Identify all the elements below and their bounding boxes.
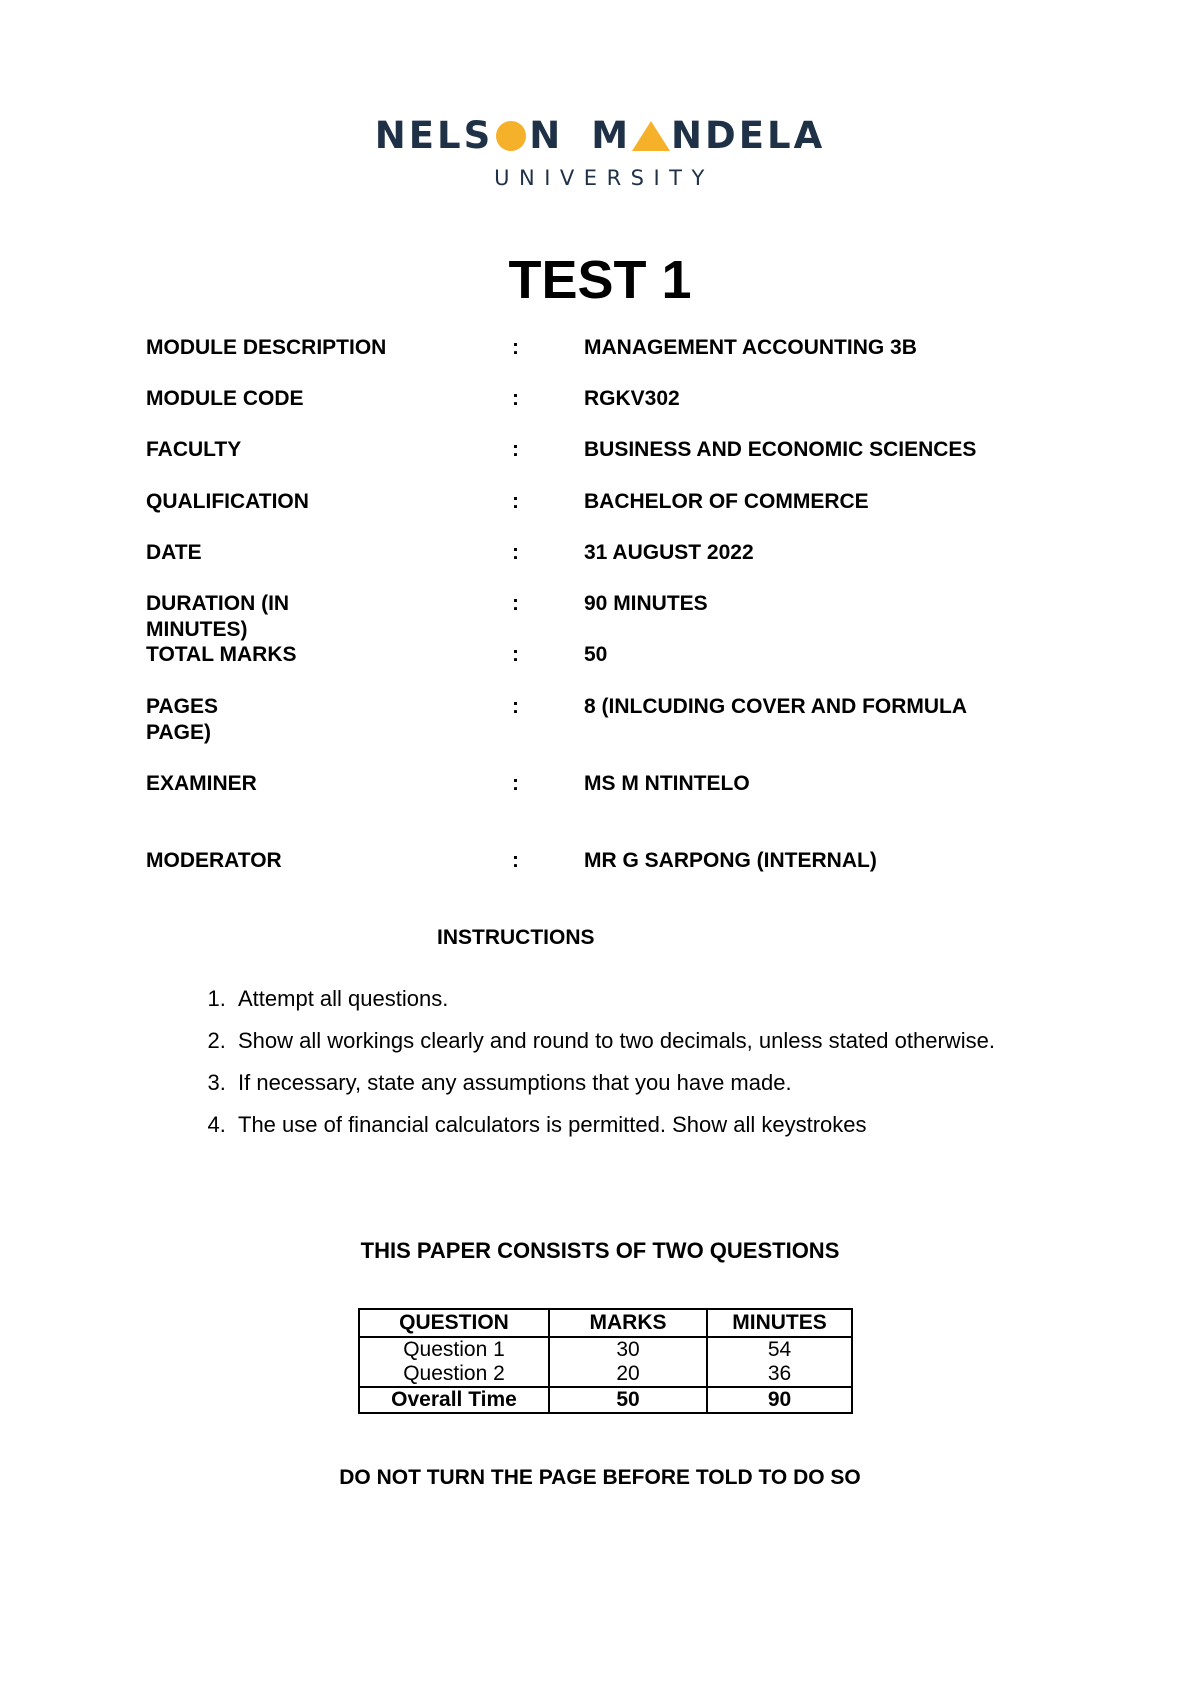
- logo-text-m: M: [591, 114, 632, 157]
- table-cell: Overall Time: [359, 1387, 549, 1413]
- detail-label: [146, 694, 396, 746]
- logo-wordmark: [375, 112, 825, 160]
- detail-value: MS M NTINTELO: [584, 772, 750, 795]
- detail-label: QUALIFICATION: [146, 490, 309, 513]
- column-header: MINUTES: [707, 1309, 852, 1337]
- do-not-turn-notice: DO NOT TURN THE PAGE BEFORE TOLD TO DO SO: [339, 1466, 861, 1489]
- detail-colon: :: [512, 336, 519, 359]
- logo-text-ndela: NDELA: [671, 114, 826, 157]
- detail-label: TOTAL MARKS: [146, 643, 297, 666]
- detail-colon: :: [512, 541, 519, 564]
- detail-label: MODERATOR: [146, 849, 282, 872]
- detail-colon: :: [512, 695, 519, 718]
- column-header: MARKS: [549, 1309, 707, 1337]
- list-item: 1. Attempt all questions.: [232, 978, 1032, 1020]
- instructions-heading: INSTRUCTIONS: [437, 926, 595, 949]
- detail-value: MR G SARPONG (INTERNAL): [584, 849, 877, 872]
- detail-colon: :: [512, 490, 519, 513]
- questions-heading: THIS PAPER CONSISTS OF TWO QUESTIONS: [360, 1238, 840, 1263]
- table-header-row: [359, 1309, 852, 1337]
- detail-value: 31 AUGUST 2022: [584, 541, 754, 564]
- table-cell: 36: [707, 1362, 852, 1387]
- detail-label: FACULTY: [146, 438, 242, 461]
- detail-label: DATE: [146, 541, 202, 564]
- list-item: 3. If necessary, state any assumptions that you have made.: [232, 1062, 1032, 1104]
- sun-icon: [496, 121, 526, 151]
- detail-colon: :: [512, 643, 519, 666]
- detail-value: 8 (INLCUDING COVER AND FORMULA: [584, 695, 968, 718]
- page-title: TEST 1: [508, 250, 692, 310]
- detail-colon: :: [512, 849, 519, 872]
- detail-value: 90 MINUTES: [584, 592, 708, 615]
- detail-value: BACHELOR OF COMMERCE: [584, 490, 869, 513]
- detail-label: DURATION (IN MINUTES): [146, 592, 290, 641]
- detail-label-line2: PAGE): [146, 721, 211, 744]
- table-cell: 90: [707, 1387, 852, 1413]
- detail-label-line1: PAGES: [146, 695, 218, 718]
- table-cell: 30: [549, 1337, 707, 1362]
- table-row: [359, 1362, 852, 1387]
- logo-text-n: N: [529, 114, 564, 157]
- university-logo: [0, 112, 1200, 190]
- detail-value: RGKV302: [584, 387, 680, 410]
- table-cell: 50: [549, 1387, 707, 1413]
- column-header: QUESTION: [359, 1309, 549, 1337]
- table-total-row: [359, 1387, 852, 1413]
- logo-text-nels: NELS: [374, 114, 494, 157]
- list-item: 4. The use of financial calculators is permitted. Show all keystrokes: [232, 1104, 1032, 1146]
- detail-label: MODULE DESCRIPTION: [146, 336, 387, 359]
- mountain-triangle-icon: [632, 121, 670, 151]
- detail-label: MODULE CODE: [146, 387, 304, 410]
- detail-colon: :: [512, 387, 519, 410]
- list-item: 2. Show all workings clearly and round to two decimals, unless stated otherwise.: [232, 1020, 1032, 1062]
- logo-subtitle: UNIVERSITY: [494, 166, 714, 190]
- table-row: [359, 1337, 852, 1362]
- detail-value: 50: [584, 643, 608, 666]
- detail-colon: :: [512, 772, 519, 795]
- table-cell: Question 2: [359, 1362, 549, 1387]
- detail-colon: :: [512, 592, 519, 615]
- table-cell: Question 1: [359, 1337, 549, 1362]
- detail-label: EXAMINER: [146, 772, 257, 795]
- table-cell: 20: [549, 1362, 707, 1387]
- detail-colon: :: [512, 438, 519, 461]
- question-table: [358, 1308, 853, 1414]
- detail-value: MANAGEMENT ACCOUNTING 3B: [584, 336, 917, 359]
- table-cell: 54: [707, 1337, 852, 1362]
- instructions-list: [160, 978, 1032, 1146]
- detail-value: BUSINESS AND ECONOMIC SCIENCES: [584, 438, 977, 461]
